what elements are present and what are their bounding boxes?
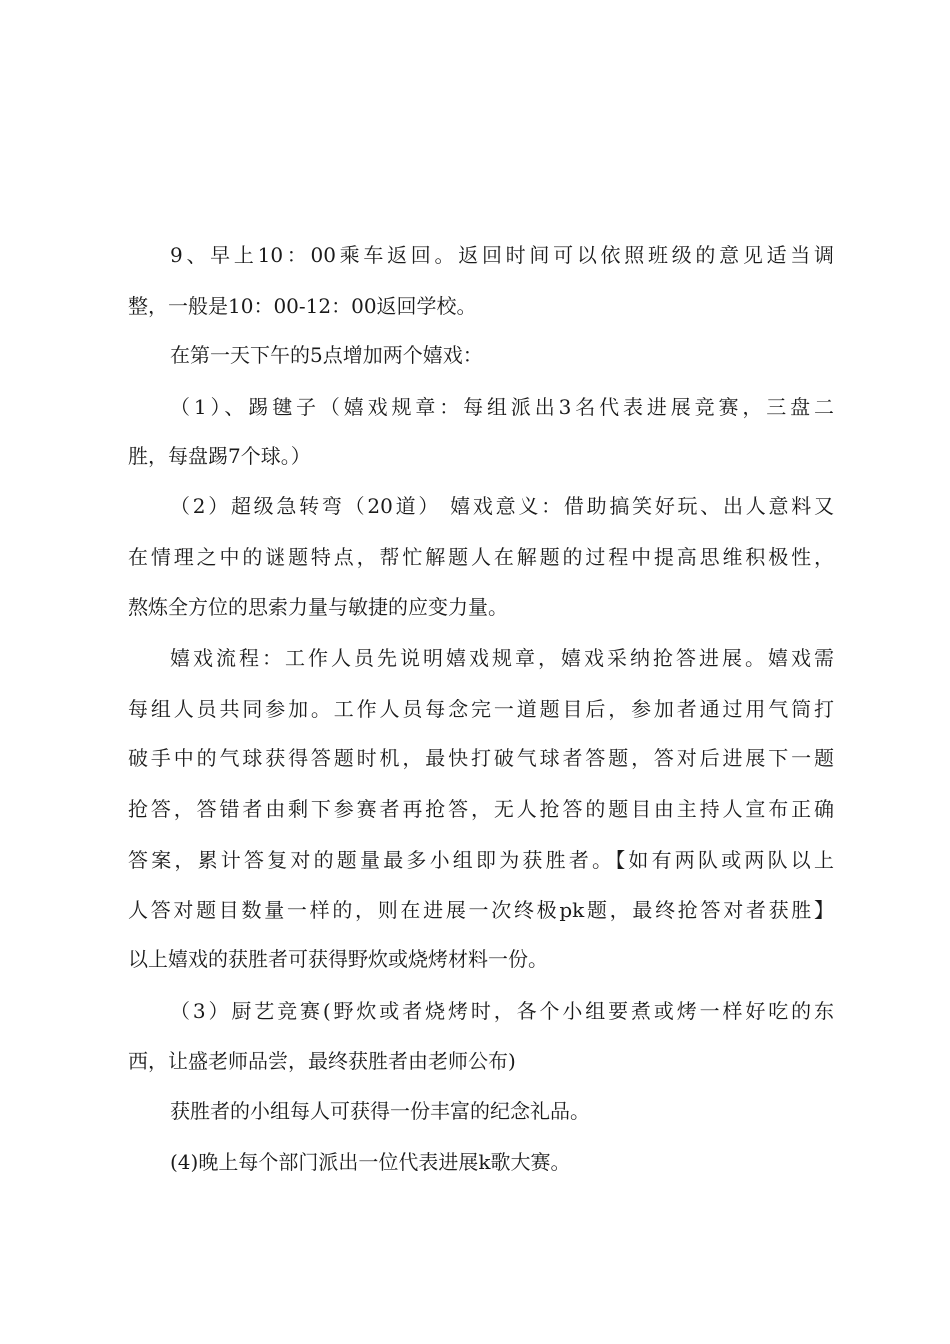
text-line: 在情理之中的谜题特点，帮忙解题人在解题的过程中提高思维积极性， [128,545,834,569]
text-line: 获胜者的小组每人可获得一份丰富的纪念礼品。 [170,1099,590,1123]
text-line: 抢答，答错者由剩下参赛者再抢答，无人抢答的题目由主持人宣布正确 [128,797,834,821]
text-line: 西，让盛老师品尝，最终获胜者由老师公布) [128,1049,516,1073]
text-line: 9、早上10：00乘车返回。返回时间可以依照班级的意见适当调 [170,243,834,267]
text-line: 熬炼全方位的思索力量与敏捷的应变力量。 [128,595,508,619]
text-line: （1）、踢毽子（嬉戏规章：每组派出3名代表进展竞赛，三盘二 [170,395,834,419]
text-line: 在第一天下午的5点增加两个嬉戏： [170,343,483,367]
text-line: 答案，累计答复对的题量最多小组即为获胜者。【如有两队或两队以上 [128,848,834,872]
text-line: 破手中的气球获得答题时机，最快打破气球者答题，答对后进展下一题 [128,746,834,770]
text-line: （3）厨艺竞赛(野炊或者烧烤时，各个小组要煮或烤一样好吃的东 [170,999,834,1023]
text-line: (4)晚上每个部门派出一位代表进展k歌大赛。 [170,1150,571,1174]
text-line: 胜，每盘踢7个球。） [128,444,311,468]
text-line: （2）超级急转弯（20道） 嬉戏意义：借助搞笑好玩、出人意料又 [170,494,834,518]
text-line: 以上嬉戏的获胜者可获得野炊或烧烤材料一份。 [128,947,548,971]
text-line: 整，一般是10：00-12：00返回学校。 [128,294,477,318]
text-line: 嬉戏流程：工作人员先说明嬉戏规章，嬉戏采纳抢答进展。嬉戏需 [170,646,834,670]
text-line: 人答对题目数量一样的，则在进展一次终极pk题，最终抢答对者获胜】 [128,898,834,922]
text-line: 每组人员共同参加。工作人员每念完一道题目后，参加者通过用气筒打 [128,697,834,721]
